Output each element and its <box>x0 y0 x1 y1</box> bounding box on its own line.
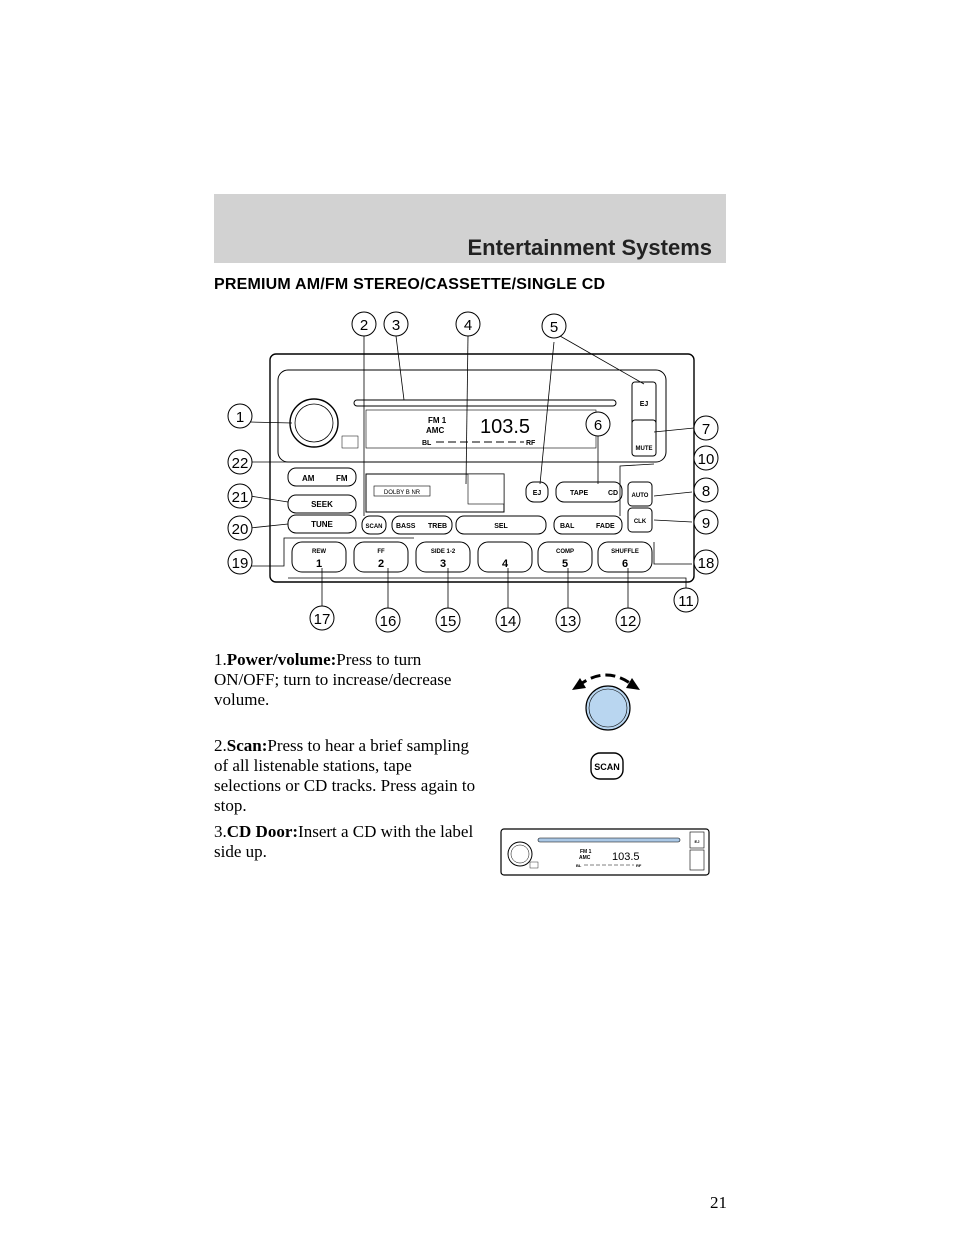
callout-20: 20 <box>231 521 249 538</box>
callout-2: 2 <box>359 317 369 334</box>
callout-1: 1 <box>235 409 245 426</box>
scan-button-figure <box>590 752 624 780</box>
scan-label: SCAN <box>365 524 383 530</box>
item-text: Insert a CD with the label side up. <box>214 822 474 861</box>
callout-3: 3 <box>391 317 401 334</box>
cd-label: CD <box>608 490 619 497</box>
tune-label: TUNE <box>311 520 333 529</box>
callout-5: 5 <box>549 319 559 336</box>
cd-fig-rf: RF <box>636 863 642 868</box>
dolby-label: DOLBY B NR <box>383 490 421 496</box>
auto-label: AUTO <box>631 493 649 499</box>
cd-fig-amc: AMC <box>579 855 591 861</box>
bal-label: BAL <box>560 523 575 530</box>
cd-fig-ej: EJ <box>694 839 700 844</box>
preset-label-2: FF <box>377 549 385 555</box>
preset-label-5: COMP <box>556 549 574 555</box>
callout-19: 19 <box>231 555 249 572</box>
radio-diagram <box>214 302 734 638</box>
callout-6: 6 <box>593 417 603 434</box>
preset-number-3: 3 <box>439 558 447 570</box>
ej-tape-label: EJ <box>532 490 542 497</box>
volume-knob-figure <box>566 660 646 736</box>
item-text: Press to turn ON/OFF; turn to increase/decrease volume. <box>214 650 452 709</box>
item-power-volume <box>214 650 479 710</box>
page-header <box>214 194 726 263</box>
preset-label-3: SIDE 1-2 <box>430 549 456 555</box>
header-title: Entertainment Systems <box>467 235 712 260</box>
sel-label: SEL <box>494 523 508 530</box>
tape-label: TAPE <box>570 490 589 497</box>
preset-label-6: SHUFFLE <box>611 549 639 555</box>
display-frequency: 103.5 <box>480 416 531 438</box>
section-title: PREMIUM AM/FM STEREO/CASSETTE/SINGLE CD <box>214 276 606 293</box>
callout-12: 12 <box>619 613 637 630</box>
clk-label: CLK <box>633 519 647 525</box>
preset-number-1: 1 <box>315 558 323 570</box>
ej-top-label: EJ <box>639 401 649 408</box>
item-number: 3. <box>214 822 227 841</box>
item-term: CD Door: <box>226 822 299 841</box>
callout-10: 10 <box>697 451 715 468</box>
seek-label: SEEK <box>311 500 333 509</box>
cd-door-figure <box>500 828 712 878</box>
preset-number-5: 5 <box>561 558 569 570</box>
callout-9: 9 <box>701 515 711 532</box>
scan-icon-label: SCAN <box>594 762 620 772</box>
item-scan <box>214 736 479 816</box>
callout-11: 11 <box>678 593 694 610</box>
item-term: Scan: <box>226 736 268 755</box>
callout-7: 7 <box>701 421 711 438</box>
item-number: 1. <box>214 650 227 669</box>
callout-13: 13 <box>559 613 577 630</box>
callout-14: 14 <box>499 613 517 630</box>
callout-18: 18 <box>697 555 715 572</box>
callout-17: 17 <box>313 611 331 628</box>
callout-22: 22 <box>231 455 249 472</box>
bass-label: BASS <box>396 523 416 530</box>
callout-15: 15 <box>439 613 457 630</box>
preset-number-2: 2 <box>377 558 385 570</box>
callout-8: 8 <box>701 483 711 500</box>
preset-number-6: 6 <box>621 558 629 570</box>
preset-label-1: REW <box>312 549 326 555</box>
fade-label: FADE <box>596 523 615 530</box>
display-rf: RF <box>526 440 536 447</box>
am-label: AM <box>302 474 315 483</box>
display-bal: BL <box>422 440 432 447</box>
cd-fig-frequency: 103.5 <box>612 851 640 863</box>
cd-fig-band: FM 1 <box>580 849 592 855</box>
fm-label: FM <box>336 474 348 483</box>
callout-4: 4 <box>463 317 473 334</box>
item-term: Power/volume: <box>226 650 337 669</box>
preset-number-4: 4 <box>501 558 509 570</box>
item-text: Press to hear a brief sampling of all listenable stations, tape selections or CD tracks. Press again to stop. <box>214 736 476 815</box>
cd-fig-bal: BL <box>576 863 582 868</box>
callout-16: 16 <box>379 613 397 630</box>
mute-label: MUTE <box>635 446 653 452</box>
item-cd-door <box>214 822 479 862</box>
display-band: FM 1 <box>428 416 447 425</box>
callout-21: 21 <box>231 489 249 506</box>
page-number: 21 <box>710 1193 727 1212</box>
treb-label: TREB <box>428 523 448 530</box>
item-number: 2. <box>214 736 227 755</box>
display-amc: AMC <box>426 426 445 435</box>
